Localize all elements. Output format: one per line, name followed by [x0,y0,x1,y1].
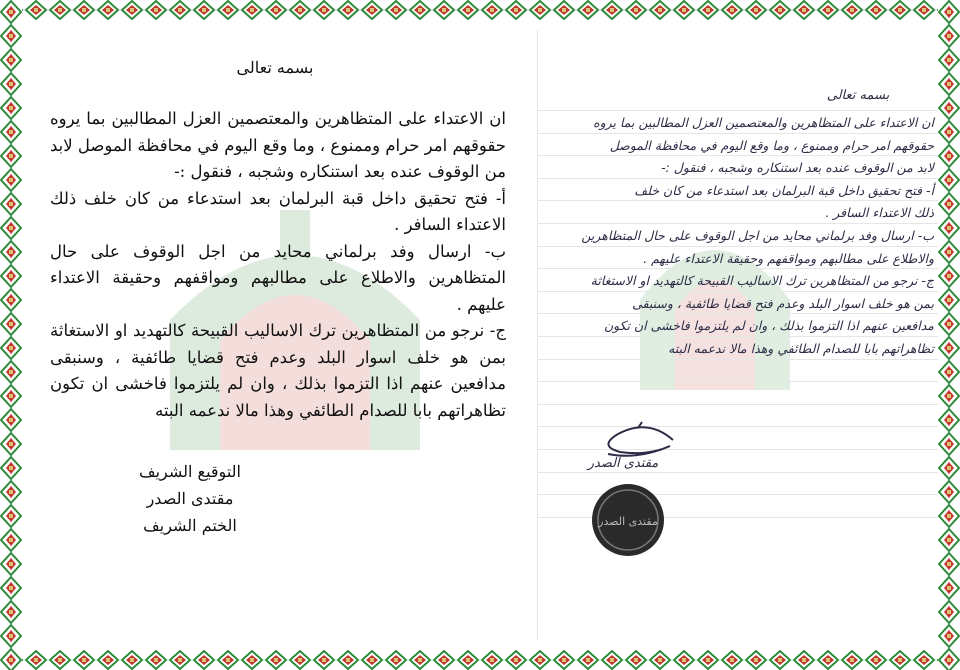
handwritten-line: مدافعين عنهم اذا التزموا بذلك ، وان لم يلتزموا فاخشى ان تكون [603,318,934,334]
ruled-line [538,381,938,382]
ruled-line [538,110,938,111]
ruled-line [538,404,938,405]
decorative-border-left [0,0,22,670]
typed-paragraph: ان الاعتداء على المتظاهرين والمعتصمين العزل المطالبين بما يروه حقوقهم امر حرام وممنوع ، وما وقع اليوم في محافظة الموصل لابد من الوقوف عنده بعد استنكاره وشجبه ، فنقول :- [50,109,506,181]
typed-letter [40,50,510,610]
seal-text: مقتدى الصدر [598,515,658,528]
signature-line: الختم الشريف [143,516,237,535]
typed-heading: بسمه تعالى [236,58,314,77]
handwritten-line: ان الاعتداء على المتظاهرين والمعتصمين العزل المطالبين بما يروه [593,115,934,130]
handwritten-line: حقوقهم امر حرام وممنوع ، وما وقع اليوم في محافظة الموصل [609,137,934,153]
handwritten-heading: بسمه تعالى [826,88,890,103]
handwritten-letter [538,70,938,630]
handwritten-line: ذلك الاعتداء السافر . [825,205,934,221]
handwritten-line: تظاهراتهم بابا للصدام الطائفي وهذا مالا ندعمه البته [668,340,934,356]
typed-signature-block [120,458,260,539]
typed-paragraph: ج- نرجو من المتظاهرين ترك الاساليب القبيحة كالتهديد او الاستغاثة بمن هو خلف اسوار البلد وعدم فتح قضايا طائفية ، وسنبقى مدافعين عنهم اذا التزموا بذلك ، وان لم يلتزموا فاخشى ان تكون تظاهراتهم بابا للصدام الطائفي وهذا مالا ندعمه البته [50,321,506,420]
handwritten-line: أ- فتح تحقيق داخل قبة البرلمان بعد استدعاء من كان خلف [634,182,934,198]
handwritten-body [546,112,934,361]
handwritten-signature [578,420,688,480]
handwritten-line: لابد من الوقوف عنده بعد استنكاره وشجبه ، فنقول :- [661,160,934,176]
decorative-border-bottom [0,650,960,670]
official-seal [588,480,668,560]
signature-line: مقتدى الصدر [146,489,234,508]
handwritten-signed-name: مقتدى الصدر [587,456,659,471]
signature-line: التوقيع الشريف [139,462,241,481]
decorative-border-top [0,0,960,20]
decorative-border-right [938,0,960,670]
handwritten-line: والاطلاع على مطالبهم ومواقفهم وحقيقة الاعتداء عليهم . [643,250,934,266]
handwritten-line: ج- نرجو من المتظاهرين ترك الاساليب القبيحة كالتهديد او الاستغاثة [590,273,934,289]
typed-body [50,106,506,424]
typed-paragraph: ب- ارسال وفد برلماني محايد من اجل الوقوف على حال المتظاهرين والاطلاع على مطالبهم ومواقفهم وحقيقة الاعتداء عليهم . [50,241,506,314]
handwritten-line: بمن هو خلف اسوار البلد وعدم فتح قضايا طائفية ، وسنبقى [632,295,934,311]
handwritten-line: ب- ارسال وفد برلماني محايد من اجل الوقوف على حال المتظاهرين [581,227,934,243]
typed-paragraph: أ- فتح تحقيق داخل قبة البرلمان بعد استدعاء من كان خلف ذلك الاعتداء السافر . [50,188,506,234]
